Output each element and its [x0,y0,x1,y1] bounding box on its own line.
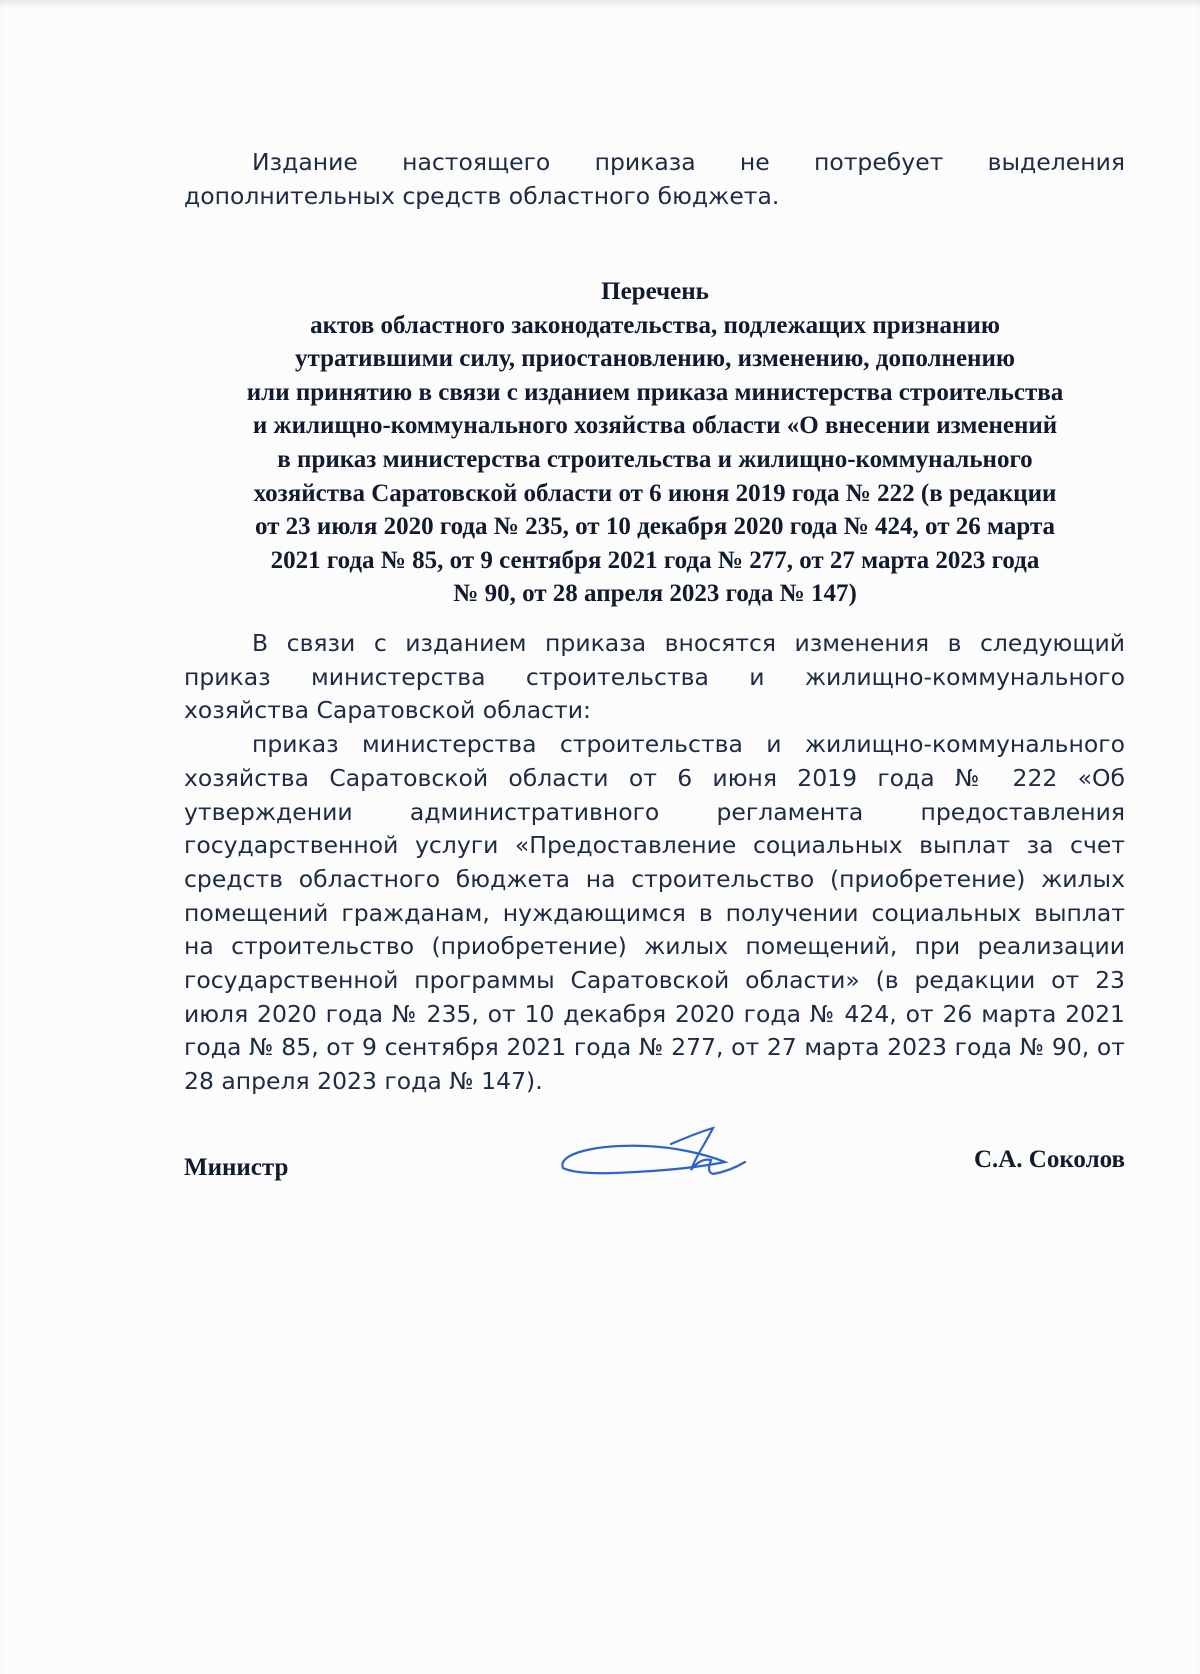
heading-line: актов областного законодательства, подлежащих признанию [310,311,1000,339]
heading-line: утратившими силу, приостановлению, изменению, дополнению [295,345,1015,373]
list-heading [170,275,1140,611]
heading-line: хозяйства Саратовской области от 6 июня 2019 года № 222 (в редакции [253,479,1057,507]
heading-line: или принятию в связи с изданием приказа министерства строительства [246,378,1064,406]
handwritten-signature-icon [555,1124,775,1186]
intro-section [184,146,1125,213]
body-paragraph: приказ министерства строительства и жилищно-коммунального хозяйства Саратовской области от 6 июня 2019 года № 222 «Об утверждении административного регламента предоставления государственной услуги «Предоставление социальных выплат за счет средств областного бюджета на строительство (приобретение) жилых помещений гражданам, нуждающимся в получении социальных выплат на строительство (приобретение) жилых помещений, при реализации государственной программы Саратовской области» (в редакции от 23 июля 2020 года № 235, от 10 декабря 2020 года № 424, от 26 марта 2021 года № 85, от 9 сентября 2021 года № 277, от 27 марта 2023 года № 90, от 28 апреля 2023 года № 147). [184,730,1125,1096]
heading-line: от 23 июля 2020 года № 235, от 10 декабря 2020 года № 424, от 26 марта [254,513,1056,541]
heading-line: и жилищно-коммунального хозяйства области «О внесении изменений [252,412,1058,440]
signatory-name: С.А. Соколов [973,1146,1125,1173]
heading-line: в приказ министерства строительства и жилищно-коммунального [277,445,1033,473]
body-paragraph: В связи с изданием приказа вносятся изменения в следующий приказ министерства строительства и жилищно-коммунального хозяйства Саратовской области: [184,629,1125,725]
heading-title: Перечень [601,278,709,305]
body-section [184,627,1125,1099]
heading-line: 2021 года № 85, от 9 сентября 2021 года № 277, от 27 марта 2023 года [270,546,1040,574]
intro-paragraph: Издание настоящего приказа не потребует выделения дополнительных средств областного бюджета. [184,148,1125,210]
signatory-position: Министр [184,1154,289,1181]
heading-line: № 90, от 28 апреля 2023 года № 147) [453,580,857,608]
